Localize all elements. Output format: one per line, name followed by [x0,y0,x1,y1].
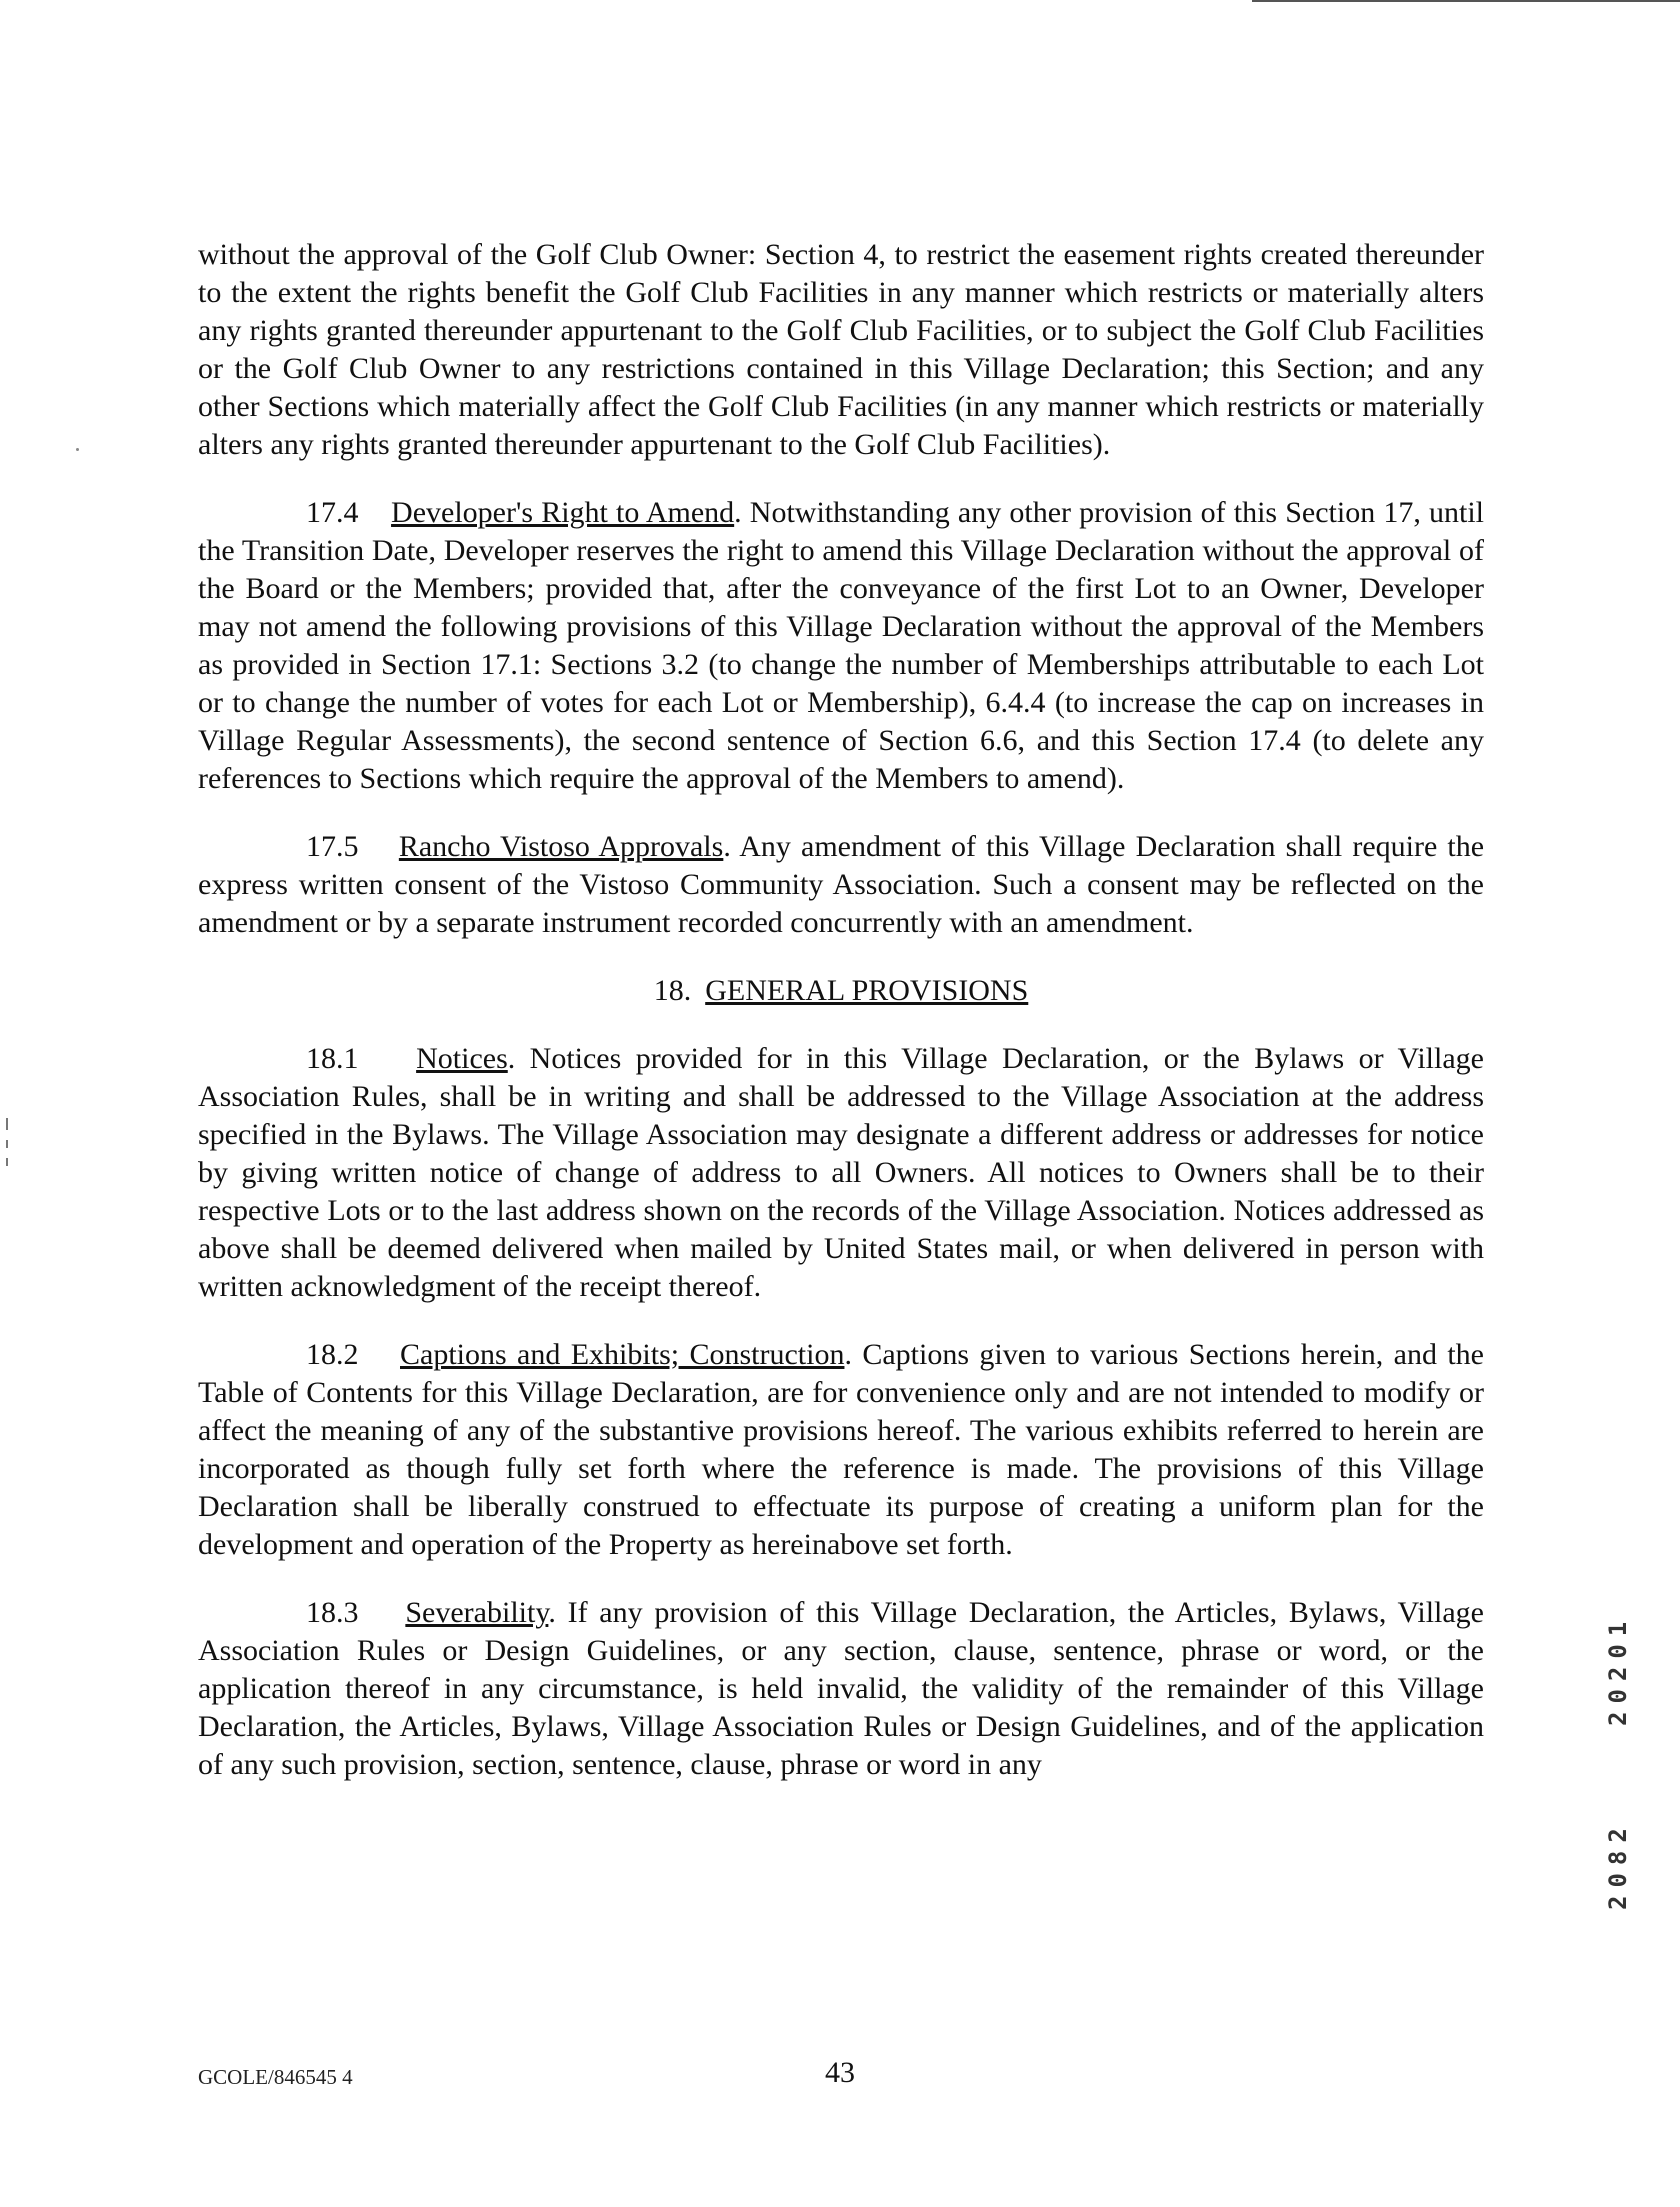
section-title: Captions and Exhibits; Construction [400,1338,845,1371]
section-text: . Notwithstanding any other provision of this Section 17, until the Transition Date, Developer reserves the right to amend this Village Declaration without the approval of the Board or the Members; provided that, after the conveyance of the first Lot to an Owner, Developer may not amend the following provisions of this Village Declaration without the approval of the Members as provided in Section 17.1: Sections 3.2 (to change the number of Memberships attributable to each Lot or to change the number of votes for each Lot or Membership), 6.4.4 (to increase the cap on increases in Village Regular Assessments), the second sentence of Section 6.6, and this Section 17.4 (to delete any references to Sections which require the approval of the Members to amend). [198,496,1484,795]
section-number: 18.2 [306,1338,359,1371]
section-number: 17.4 [306,496,359,529]
section-text: . Captions given to various Sections herein, and the Table of Contents for this Village Declaration, are for convenience only and are not intended to modify or affect the meaning of any of the substantive provisions hereof. The various exhibits referred to herein are incorporated as though fully set forth where the reference is made. The provisions of this Village Declaration shall be liberally construed to effectuate its purpose of creating a uniform plan for the development and operation of the Property as hereinabove set forth. [198,1338,1484,1561]
article-heading [198,972,1484,1010]
margin-mark [6,1140,8,1148]
top-rule [1252,0,1680,2]
section-text: . If any provision of this Village Declaration, the Articles, Bylaws, Village Association Rules or Design Guidelines, or any section, clause, sentence, phrase or word, or the application thereof in any circumstance, is held invalid, the validity of the remainder of this Village Declaration, the Articles, Bylaws, Village Association Rules or Design Guidelines, and of the application of any such provision, section, sentence, clause, phrase or word in any [198,1596,1484,1781]
section-title: Notices [416,1042,508,1075]
page-number: 43 [825,2056,855,2089]
section-text: . Any amendment of this Village Declaration shall require the express written consent of the Vistoso Community Association. Such a consent may be reflected on the amendment or by a separate instrument recorded concurrently with an amendment. [198,830,1485,939]
section-text: . Notices provided for in this Village Declaration, or the Bylaws or Village Association Rules, shall be in writing and shall be addressed to the Village Association at the address specified in the Bylaws. The Village Association may designate a different address or addresses for notice by giving written notice of change of address to all Owners. All notices to Owners shall be to their respective Lots or to the last address shown on the records of the Village Association. Notices addressed as above shall be deemed delivered when mailed by United States mail, or when delivered in person with written acknowledgment of the receipt thereof. [198,1042,1484,1303]
section-title: Severability [405,1596,549,1629]
section-18-1 [198,1040,1484,1306]
section-18-3 [198,1594,1484,1784]
section-17-4 [198,494,1484,798]
heading-title: GENERAL PROVISIONS [705,974,1029,1007]
footer-doc-id: GCOLE/846545 4 [198,2065,353,2089]
continuation-paragraph: without the approval of the Golf Club Owner: Section 4, to restrict the easement rights created thereunder to the extent the rights benefit the Golf Club Facilities in any manner which restricts or materially alters any rights granted thereunder appurtenant to the Golf Club Facilities, or to subject the Golf Club Facilities or the Golf Club Owner to any restrictions contained in this Village Declaration; this Section; and any other Sections which materially affect the Golf Club Facilities (in any manner which restricts or materially alters any rights granted thereunder appurtenant to the Golf Club Facilities). [198,238,1484,461]
margin-mark [6,1118,8,1130]
section-title: Rancho Vistoso Approvals [398,830,724,863]
heading-number: 18. [653,974,692,1007]
margin-mark [6,1158,8,1166]
section-title: Developer's Right to Amend [391,496,735,529]
recording-stamp-bottom: 2082 [1604,1820,1632,1910]
section-17-5 [198,828,1484,942]
section-number: 17.5 [306,830,359,863]
scan-speck [76,448,79,451]
section-number: 18.3 [306,1596,359,1629]
section-18-2 [198,1336,1484,1564]
section-number: 18.1 [306,1042,359,1075]
recording-stamp-top: 20201 [1604,1613,1632,1727]
body-text [198,236,1484,1814]
